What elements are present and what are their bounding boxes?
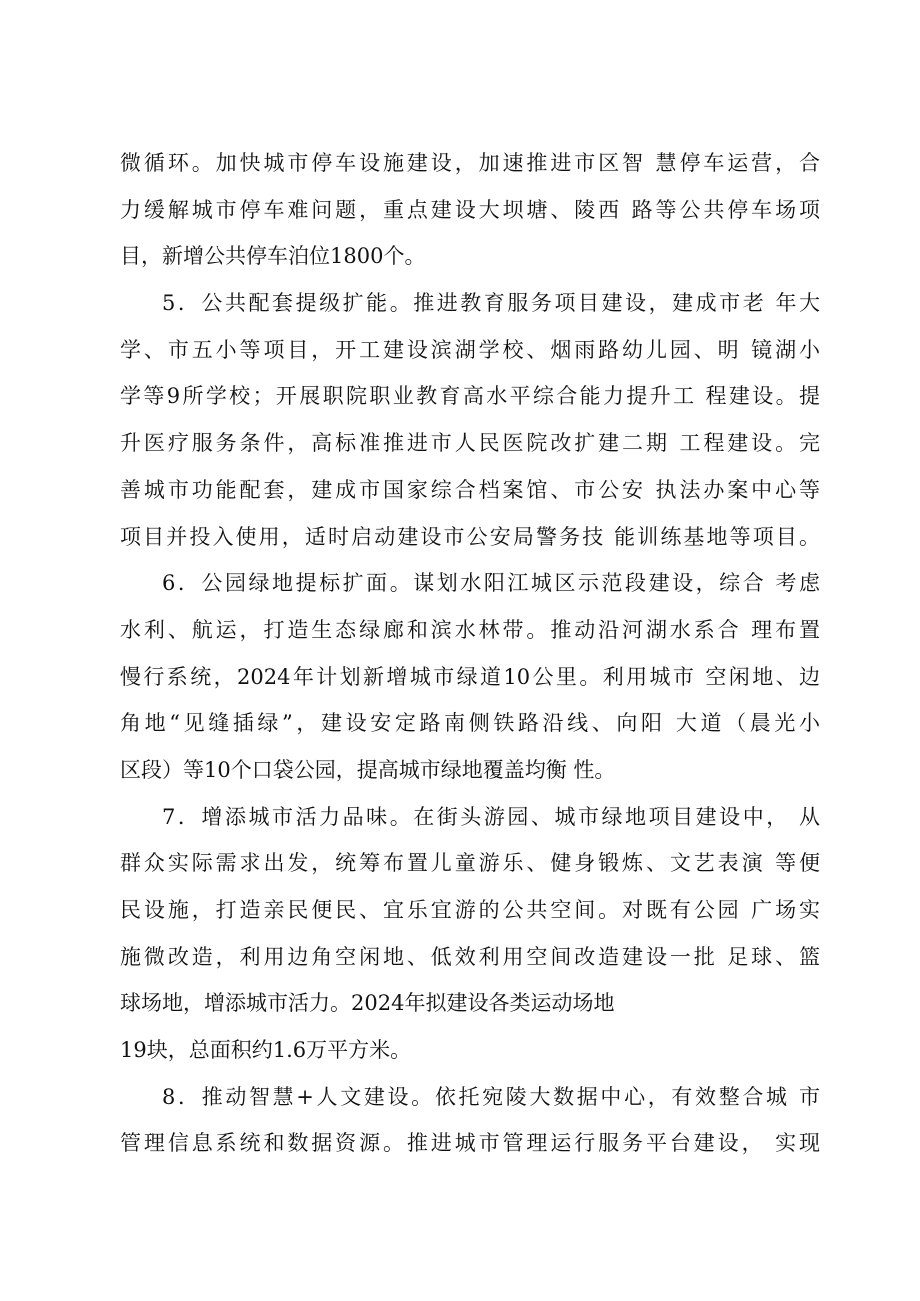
body-text	[120, 140, 820, 1167]
text-line: 民设施，打造亲民便民、宜乐宜游的公共空间。对既有公园 广场实	[120, 898, 820, 922]
text-line: 施微改造，利用边角空闲地、低效利用空间改造建设一批 足球、篮	[120, 944, 820, 969]
text-line: 球场地，增添城市活力。2024年拟建设各类运动场地	[120, 991, 615, 1016]
text-line: 目，新增公共停车泊位1800个。	[120, 244, 426, 269]
text-line: 群众实际需求出发，统筹布置儿童游乐、健身锻炼、文艺表演 等便	[120, 851, 820, 876]
text-line: 角地“见缝插绿”，建设安定路南侧铁路沿线、向阳 大道（晨光小	[120, 711, 820, 736]
text-line: 7．增添城市活力品味。在街头游园、城市绿地项目建设中， 从	[162, 804, 820, 829]
text-line: 8．推动智慧+人文建设。依托宛陵大数据中心，有效整合城 市	[162, 1084, 820, 1109]
text-line: 学、市五小等项目，开工建设滨湖学校、烟雨路幼儿园、明 镜湖小	[120, 337, 820, 362]
text-line: 19块，总面积约1.6万平方米。	[120, 1038, 412, 1063]
text-line: 学等9所学校；开展职院职业教育高水平综合能力提升工 程建设。提	[120, 384, 820, 409]
text-line: 管理信息系统和数据资源。推进城市管理运行服务平台建设， 实现	[120, 1131, 820, 1156]
text-line: 项目并投入使用，适时启动建设市公安局警务技 能训练基地等项目。	[120, 524, 820, 549]
text-line: 慢行系统，2024年计划新增城市绿道10公里。利用城市 空闲地、边	[120, 664, 820, 689]
text-line: 水利、航运，打造生态绿廊和滨水林带。推动沿河湖水系合 理布置	[120, 617, 820, 642]
text-line: 区段）等10个口袋公园，提高城市绿地覆盖均衡 性。	[120, 757, 616, 782]
text-line: 力缓解城市停车难问题，重点建设大坝塘、陵西 路等公共停车场项	[120, 197, 820, 222]
text-line: 6．公园绿地提标扩面。谋划水阳江城区示范段建设，综合 考虑	[162, 571, 820, 596]
text-line: 善城市功能配套，建成市国家综合档案馆、市公安 执法办案中心等	[120, 477, 820, 502]
text-line: 升医疗服务条件，高标准推进市人民医院改扩建二期 工程建设。完	[120, 431, 820, 456]
text-line: 微循环。加快城市停车设施建设，加速推进市区智 慧停车运营，合	[120, 151, 820, 175]
text-line: 5．公共配套提级扩能。推进教育服务项目建设，建成市老 年大	[162, 291, 820, 316]
